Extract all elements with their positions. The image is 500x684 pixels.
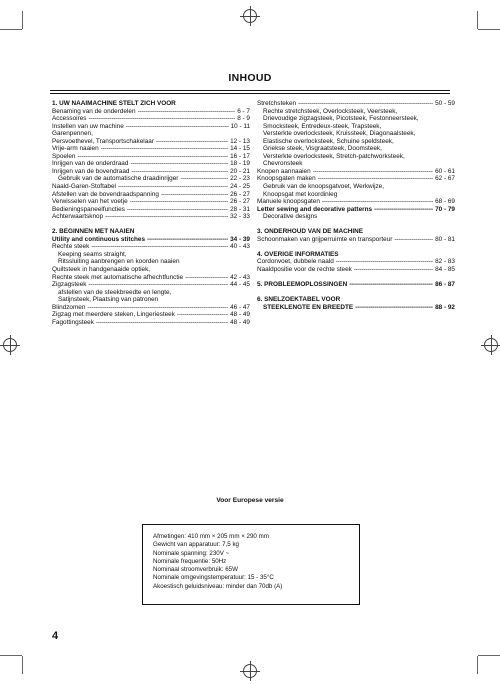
toc-entry-title: Letter sewing and decorative patterns (257, 205, 373, 213)
toc-entry-title: Persvoethevel, Transportschakelaar (52, 137, 154, 145)
toc-entry-pages: 6 - 7 (237, 107, 250, 115)
toc-entry[interactable] (52, 311, 250, 319)
toc-entry-title: Benaming van de onderdelen (52, 107, 136, 115)
leader-dots (126, 123, 229, 131)
toc-entry[interactable] (52, 145, 250, 153)
page-title: INHOUD (228, 72, 272, 84)
toc-entry-pages: 48 - 49 (230, 311, 250, 319)
leader-dots (374, 206, 433, 214)
toc-continuation-line: Versterkte overlocksteek, Stretch-patchworksteek, (263, 152, 405, 160)
toc-entry[interactable] (52, 108, 250, 116)
toc-entry-title: 5. PROBLEEMOPLOSSINGEN (257, 280, 348, 288)
toc-entry-pages: 40 - 43 (230, 243, 250, 251)
toc-entry-title: Instellen van uw machine (52, 122, 124, 130)
page-number: 4 (52, 630, 59, 642)
toc-entry[interactable] (257, 100, 455, 108)
toc-left-column (52, 100, 250, 326)
toc-entry[interactable] (52, 168, 250, 176)
toc-entry-pages: 48 - 49 (230, 318, 250, 326)
toc-continuation-line: Garenpennen, (52, 130, 93, 138)
toc-entry-pages: 20 - 21 (230, 167, 250, 175)
leader-dots (298, 100, 433, 108)
leader-dots (138, 108, 236, 116)
leader-dots (87, 304, 228, 312)
toc-continuation-line: Chevronsteek (263, 160, 303, 168)
section-gap (52, 221, 250, 229)
crop-mark (0, 655, 22, 656)
toc-entry[interactable] (257, 206, 455, 214)
toc-entry-title: Zigzagsteek (52, 281, 87, 289)
crop-mark (478, 655, 500, 656)
toc-continuation-line: afstellen van de steekbreedte en lengte, (58, 288, 172, 296)
toc-continuation-line: Griekse steek, Visgraatsteek, Doomsteek, (263, 145, 382, 153)
toc-entry-pages: 26 - 27 (230, 190, 250, 198)
toc-entry-title: Knopen aannaaien (257, 167, 311, 175)
toc-continuation-line: Drievoudige zigzagsteek, Picotsteek, Festonneersteek, (263, 115, 419, 123)
toc-entry[interactable] (52, 160, 250, 168)
toc-continuation-line: Satijnsteek, Plaatsing van patronen (58, 296, 159, 304)
spec-line: Nominale omgevingstemperatuur: 15 - 35°C (153, 574, 274, 582)
leader-dots (322, 198, 433, 206)
toc-section-heading: 4. OVERIGE INFORMATIES (257, 250, 339, 258)
toc-entry-pages: 28 - 31 (230, 205, 250, 213)
spec-line: Akoestisch geluidsniveau: minder dan 70db (A) (153, 582, 283, 590)
toc-entry-title: Bedieningspaneelfuncties (52, 205, 125, 213)
leader-dots (349, 281, 433, 289)
toc-entry-pages: 46 - 47 (230, 303, 250, 311)
toc-entry-title: Zigzag met meerdere steken, Lingeriesteek (52, 311, 175, 319)
title-bottom-rule (50, 93, 450, 94)
toc-continuation-line: Gebruik van de knoopsgatvoet, Werkwijze, (263, 183, 385, 191)
toc-entry-pages: 42 - 43 (230, 273, 250, 281)
section-gap (257, 273, 455, 281)
toc-entry-title: Rechte steek (52, 243, 90, 251)
toc-entry[interactable] (257, 258, 455, 266)
toc-entry-title: Verwisselen van het voetje (52, 198, 128, 206)
leader-dots (394, 236, 433, 244)
toc-continuation-line: Quiltsteek in handgenaaide optiek, (52, 265, 151, 273)
leader-dots (91, 243, 228, 251)
toc-entry-title: Blindzomen (52, 303, 86, 311)
toc-entry-pages: 26 - 27 (230, 198, 250, 206)
toc-entry-pages: 88 - 92 (435, 303, 455, 311)
leader-dots (131, 168, 228, 176)
toc-section-entry[interactable] (257, 304, 455, 312)
toc-entry[interactable] (52, 213, 250, 221)
registration-mark-icon (243, 9, 257, 23)
toc-continuation-line: Elastische overlocksteek, Schuine speldsteek, (263, 137, 394, 145)
registration-mark-icon (3, 338, 17, 352)
spec-line: Afmetingen: 410 mm × 205 mm × 290 mm (153, 533, 269, 540)
toc-entry-pages: 22 - 23 (230, 175, 250, 183)
toc-entry-title: Afstellen van de bovendraadspanning (52, 190, 159, 198)
leader-dots (161, 191, 228, 199)
toc-continuation-line: Knoopsgat met koordinleg (263, 190, 338, 198)
toc-continuation-line: Smocksteek, Entredeux-steek, Trapsteek, (263, 122, 382, 130)
toc-entry-title: Inrijgen van de bovendraad (52, 167, 130, 175)
spec-line: Nominale frequentie: 50Hz (153, 557, 227, 565)
toc-entry-pages: 24 - 25 (230, 183, 250, 191)
toc-entry[interactable] (52, 123, 250, 131)
toc-section-heading: 3. ONDERHOUD VAN DE MACHINE (257, 228, 364, 236)
toc-entry-pages: 80 - 81 (435, 235, 455, 243)
toc-entry[interactable] (52, 206, 250, 214)
crop-mark (22, 656, 23, 674)
toc-entry-title: Accessoires (52, 115, 87, 123)
leader-dots (130, 198, 228, 206)
toc-entry-title: Knoopsgaten maken (257, 175, 316, 183)
toc-entry-title: STEEKLENGTE EN BREEDTE (263, 303, 354, 311)
spec-line: Gewicht van apparatuur: 7,5 kg (153, 541, 239, 549)
toc-continuation-line: Versterkte overlocksteek, Kruissteek, Diagonaalsteek, (263, 130, 416, 138)
crop-mark (477, 11, 478, 29)
toc-entry-title: Rechte steek met automatische afhechtfunctie (52, 273, 184, 281)
spec-line: Nominale spanning: 230V ~ (153, 549, 230, 557)
section-gap (257, 221, 455, 229)
toc-entry-title: Cordonvoet, dubbele naald (257, 258, 334, 266)
toc-entry-title: Schoonmaken van grijperruimte en transporteur (257, 235, 393, 243)
leader-dots (177, 311, 228, 319)
toc-entry-pages: 18 - 19 (230, 160, 250, 168)
leader-dots (118, 183, 228, 191)
toc-entry-pages: 86 - 87 (435, 280, 455, 288)
toc-entry-pages: 8 - 9 (237, 115, 250, 123)
toc-entry-title: Naald-Garen-Stoftabel (52, 183, 116, 191)
toc-entry-pages: 84 - 85 (435, 265, 455, 273)
toc-entry-title: Achterwaartsknop (52, 213, 104, 221)
toc-entry-pages: 60 - 61 (435, 167, 455, 175)
toc-continuation-line: Ritssluiting aanbrengen en koorden naaien (58, 258, 180, 266)
toc-entry[interactable] (52, 319, 250, 327)
crop-mark (0, 29, 22, 30)
toc-section-heading: 6. SNELZOEKTABEL VOOR (257, 296, 341, 304)
toc-entry-pages: 14 - 15 (230, 145, 250, 153)
toc-entry-pages: 10 - 11 (230, 122, 250, 130)
leader-dots (127, 206, 228, 214)
spec-line: Nominaal stroomverbruik: 65W (153, 566, 238, 574)
toc-entry-pages: 82 - 83 (435, 258, 455, 266)
toc-entry[interactable] (52, 191, 250, 199)
toc-entry[interactable] (257, 198, 455, 206)
section-gap (257, 243, 455, 251)
leader-dots (88, 115, 235, 123)
toc-section-heading: 2. BEGINNEN MET NAAIEN (52, 228, 135, 236)
leader-dots (77, 153, 228, 161)
leader-dots (318, 175, 433, 183)
spec-list (153, 533, 282, 591)
toc-entry[interactable] (52, 175, 250, 183)
toc-section-heading: 1. UW NAAIMACHINE STELT ZICH VOOR (52, 100, 176, 107)
toc-entry[interactable] (52, 236, 250, 244)
toc-continuation-line: Rechte stretchsteek, Overlocksteek, Veersteek, (263, 107, 398, 115)
toc-entry[interactable] (52, 304, 250, 312)
leader-dots (354, 266, 433, 274)
toc-entry[interactable] (52, 183, 250, 191)
toc-right-column (257, 100, 455, 311)
toc-entry-title: Vrije-arm naaien (52, 145, 99, 153)
toc-entry[interactable] (257, 266, 455, 274)
toc-entry-pages: 12 - 13 (230, 137, 250, 145)
toc-entry[interactable] (257, 236, 455, 244)
toc-entry-title: Inrijgen van de onderdraad (52, 160, 129, 168)
section-gap (257, 289, 455, 297)
registration-mark-icon (243, 664, 257, 678)
toc-entry[interactable] (52, 153, 250, 161)
toc-entry[interactable] (257, 168, 455, 176)
crop-mark (22, 11, 23, 29)
leader-dots (180, 175, 228, 183)
toc-entry[interactable] (52, 274, 250, 282)
toc-entry-title: Utility and continuous stitches (52, 235, 146, 243)
leader-dots (336, 258, 433, 266)
toc-entry[interactable] (52, 138, 250, 146)
toc-entry-pages: 70 - 79 (435, 205, 455, 213)
toc-entry[interactable] (52, 115, 250, 123)
toc-entry-title: Spoelen (52, 152, 76, 160)
leader-dots (88, 281, 228, 289)
toc-entry[interactable] (257, 175, 455, 183)
toc-entry-pages: 62 - 67 (435, 175, 455, 183)
toc-continuation-line: Decorative designs (263, 213, 318, 221)
leader-dots (185, 274, 228, 282)
toc-entry[interactable] (52, 243, 250, 251)
title-top-rule (50, 90, 450, 91)
leader-dots (355, 304, 433, 312)
toc-entry-title: Fagottingsteek (52, 318, 94, 326)
toc-entry-pages: 32 - 33 (230, 213, 250, 221)
toc-entry[interactable] (52, 281, 250, 289)
toc-entry-title: Gebruik van de automatische draadinrijger (58, 175, 179, 183)
toc-entry-pages: 34 - 39 (230, 235, 250, 243)
toc-entry-title: Manuele knoopsgaten (257, 198, 320, 206)
leader-dots (147, 236, 228, 244)
leader-dots (105, 213, 228, 221)
euro-version-heading: Voor Europese versie (216, 497, 284, 504)
toc-entry-title: Stretchsteken (257, 100, 297, 107)
leader-dots (156, 138, 228, 146)
crop-mark (477, 656, 478, 674)
leader-dots (96, 319, 228, 327)
toc-section-entry[interactable] (257, 281, 455, 289)
toc-entry-pages: 68 - 69 (435, 198, 455, 206)
spec-box (142, 524, 360, 605)
registration-mark-icon (484, 338, 498, 352)
toc-entry-pages: 50 - 59 (435, 100, 455, 107)
toc-entry-title: Naaldpositie voor de rechte steek (257, 265, 352, 273)
toc-entry-pages: 44 - 45 (230, 281, 250, 289)
crop-mark (478, 29, 500, 30)
leader-dots (313, 168, 433, 176)
toc-entry-pages: 16 - 17 (230, 152, 250, 160)
toc-entry[interactable] (52, 198, 250, 206)
toc-continuation-line: Keeping seams straight, (58, 250, 127, 258)
leader-dots (101, 145, 228, 153)
leader-dots (130, 160, 228, 168)
